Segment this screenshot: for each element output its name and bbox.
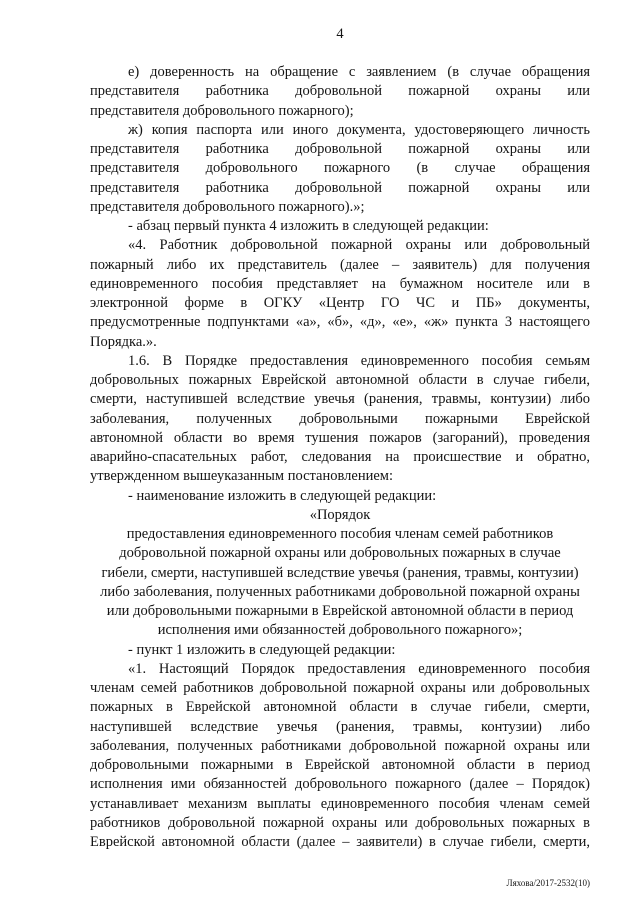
text-line: добровольных пожарных Еврейской автономной области в случае гибели, — [90, 372, 590, 388]
text-line: аварийно-спасательных работ, следования на происшествие и обратно, — [90, 449, 590, 465]
text-line: утвержденном вышеуказанным постановлением: — [90, 468, 393, 485]
text-line: единовременного пособия представляет на бумажном носителе или в — [90, 275, 590, 292]
paragraph-item-zh — [90, 121, 590, 217]
text-line: предусмотренные подпунктами «а», «б», «д», «е», «ж» пункта 3 настоящего — [90, 314, 590, 331]
text-line: смерти, наступившей вследствие увечья (ранения, травмы, контузии) либо — [90, 391, 590, 408]
paragraph-point-4-text — [90, 236, 590, 352]
paragraph-instruction-point-4 — [90, 217, 590, 236]
text-line: работников добровольной пожарной охраны или добровольных пожарных в — [90, 814, 590, 831]
text-line: автономной области во время тушения пожаров (загораний), проведения — [90, 429, 590, 446]
text-line: 1.6. В Порядке предоставления единовременного пособия семьям — [128, 352, 590, 369]
paragraph-instruction-point-1 — [90, 641, 590, 660]
document-body — [90, 63, 590, 852]
text-line: электронной форме в ОГКУ «Центр ГО ЧС и ПБ» документы, — [90, 295, 590, 311]
document-footer-code: Ляхова/2017-2532(10) — [506, 878, 590, 888]
text-line: Порядка.». — [90, 333, 157, 350]
quoted-new-title — [90, 506, 590, 641]
title-line: либо заболевания, полученных работниками добровольной пожарной охраны — [100, 583, 580, 600]
text-line: ж) копия паспорта или иного документа, удостоверяющего личность — [128, 121, 590, 138]
text-line: представителя добровольного пожарного); — [90, 102, 354, 119]
title-line: добровольной пожарной охраны или добровольных пожарных в случае — [119, 545, 561, 562]
paragraph-section-1-6 — [90, 352, 590, 487]
title-heading: «Порядок — [309, 506, 371, 523]
text-line: представителя добровольного пожарного (в случае обращения — [90, 160, 590, 177]
text-line: пожарных в Еврейской автономной области в случае гибели, смерти, — [90, 699, 590, 716]
title-line: или добровольными пожарными в Еврейской автономной области в период — [106, 603, 574, 619]
text-line: «1. Настоящий Порядок предоставления единовременного пособия — [128, 660, 590, 677]
paragraph-point-1-text — [90, 660, 590, 853]
title-line: гибели, смерти, наступившей вследствие увечья (ранения, травмы, контузии) — [101, 564, 579, 581]
paragraph-item-e — [90, 63, 590, 121]
text-line: «4. Работник добровольной пожарной охраны или добровольный — [128, 237, 590, 254]
page-number: 4 — [336, 26, 344, 42]
text-line: членам семей работников добровольной пожарной охраны или добровольных — [90, 680, 590, 696]
text-line: Еврейской автономной области (далее – заявители) в случае гибели, смерти, — [90, 834, 590, 850]
title-line: предоставления единовременного пособия членам семей работников — [126, 526, 554, 542]
text-line: представителя добровольного пожарного).»; — [90, 198, 365, 215]
text-line: пожарный либо их представитель (далее – заявитель) для получения — [90, 256, 590, 273]
text-line: добровольными пожарными в Еврейской автономной области в период — [90, 757, 590, 773]
text-line: устанавливает механизм выплаты единовременного пособия членам семей — [90, 795, 590, 812]
text-line: представителя работника добровольной пожарной охраны или — [90, 83, 590, 100]
text-line: наступившей вследствие увечья (ранения, травмы, контузии) либо — [90, 718, 590, 735]
paragraph-instruction-title — [90, 487, 590, 506]
title-line: исполнения ими обязанностей добровольного пожарного»; — [157, 622, 523, 639]
text-line: е) доверенность на обращение с заявлением (в случае обращения — [128, 64, 590, 80]
text-line: - абзац первый пункта 4 изложить в следующей редакции: — [128, 218, 489, 234]
text-line: - пункт 1 изложить в следующей редакции: — [128, 641, 396, 658]
text-line: представителя работника добровольной пожарной охраны или — [90, 179, 590, 196]
text-line: представителя работника добровольной пожарной охраны или — [90, 141, 590, 157]
text-line: - наименование изложить в следующей редакции: — [128, 487, 437, 504]
text-line: заболевания, полученных добровольными пожарными Еврейской — [90, 410, 590, 427]
text-line: исполнения ими обязанностей добровольного пожарного (далее – Порядок) — [90, 776, 590, 793]
text-line: заболевания, полученных работниками добровольной пожарной охраны или — [90, 737, 590, 754]
